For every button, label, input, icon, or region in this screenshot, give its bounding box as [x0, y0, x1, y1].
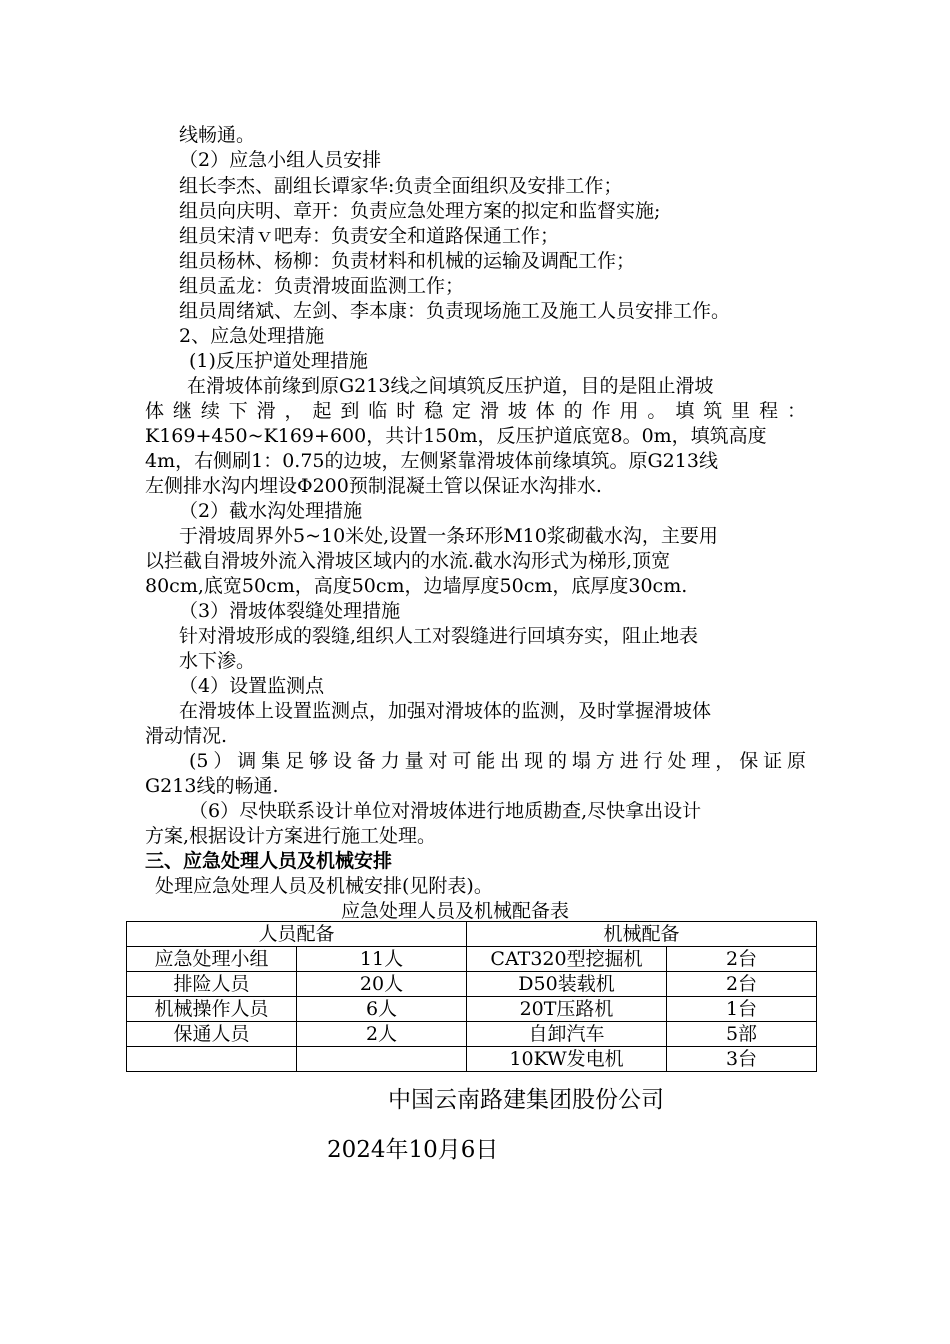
subsection-heading: （6）尽快联系设计单位对滑坡体进行地质勘查,尽快拿出设计	[189, 800, 702, 822]
table-cell: 11人	[297, 947, 467, 972]
table-cell: CAT320型挖掘机	[467, 947, 667, 972]
table-cell: 1台	[667, 997, 817, 1022]
header-people: 人员配备	[127, 922, 467, 947]
table-row	[127, 972, 817, 997]
text-line: 滑动情况.	[145, 725, 228, 747]
subsection-heading: (5）调集足够设备力量对可能出现的塌方进行处理，保证原	[189, 750, 806, 772]
text-line: 方案,根据设计方案进行施工处理。	[145, 825, 437, 847]
table-cell: 应急处理小组	[127, 947, 297, 972]
table-row	[127, 1047, 817, 1072]
table-caption: 应急处理人员及机械配备表	[341, 900, 570, 922]
table-cell: 3台	[667, 1047, 817, 1072]
subsection-heading: （3）滑坡体裂缝处理措施	[179, 600, 401, 622]
text-line: 组长李杰、副组长谭家华:负责全面组织及安排工作；	[179, 175, 623, 197]
text-line: G213线的畅通.	[145, 775, 279, 797]
table-cell: 2台	[667, 947, 817, 972]
table-cell: 自卸汽车	[467, 1022, 667, 1047]
table-row	[127, 947, 817, 972]
header-machines: 机械配备	[467, 922, 817, 947]
table-cell: 2台	[667, 972, 817, 997]
text-line: 水下渗。	[179, 650, 256, 672]
text-line: 组员向庆明、章开：负责应急处理方案的拟定和监督实施;	[179, 200, 661, 222]
table-cell: 机械操作人员	[127, 997, 297, 1022]
table-cell: 保通人员	[127, 1022, 297, 1047]
text-line: 针对滑坡形成的裂缝,组织人工对裂缝进行回填夯实，阻止地表	[179, 625, 699, 647]
table-cell: 20T压路机	[467, 997, 667, 1022]
document-date: 2024年10月6日	[327, 1137, 499, 1163]
text-line: 体继续下滑，起到临时稳定滑坡体的作用。填筑里程：	[145, 400, 806, 422]
table-cell: 6人	[297, 997, 467, 1022]
table-cell: 2人	[297, 1022, 467, 1047]
table-cell: 5部	[667, 1022, 817, 1047]
text-line: 于滑坡周界外5~10米处,设置一条环形M10浆砌截水沟，主要用	[179, 525, 718, 547]
table-cell: 排险人员	[127, 972, 297, 997]
subsection-heading: （2）应急小组人员安排	[179, 149, 382, 171]
subsection-heading: （2）截水沟处理措施	[179, 500, 363, 522]
chapter-heading: 三、应急处理人员及机械安排	[145, 850, 393, 872]
text-line: 组员周绪斌、左剑、李本康：负责现场施工及施工人员安排工作。	[179, 300, 731, 322]
table-row	[127, 997, 817, 1022]
text-line: 在滑坡体前缘到原G213线之间填筑反压护道，目的是阻止滑坡	[187, 375, 714, 397]
text-line: 4m，右侧刷1：0.75的边坡，左侧紧靠滑坡体前缘填筑。原G213线	[145, 450, 718, 472]
company-name: 中国云南路建集团股份公司	[388, 1087, 664, 1113]
table-row	[127, 1022, 817, 1047]
subsection-heading: (1)反压护道处理措施	[189, 350, 368, 372]
table-cell	[297, 1047, 467, 1072]
text-line: 80cm,底宽50cm，高度50cm，边墙厚度50cm，底厚度30cm.	[145, 575, 688, 597]
text-line: 组员宋清ｖ吧寿：负责安全和道路保通工作；	[179, 225, 560, 247]
text-line: 处理应急处理人员及机械安排(见附表)。	[155, 875, 493, 897]
table-header-row	[127, 922, 817, 947]
subsection-heading: （4）设置监测点	[179, 675, 325, 697]
section-heading: 2、应急处理措施	[179, 325, 325, 347]
equipment-table	[126, 921, 817, 1072]
text-line: 组员杨林、杨柳：负责材料和机械的运输及调配工作；	[179, 250, 636, 272]
text-line: 左侧排水沟内埋设Φ200预制混凝土管以保证水沟排水.	[145, 475, 602, 497]
text-line: 以拦截自滑坡外流入滑坡区域内的水流.截水沟形式为梯形,顶宽	[145, 550, 671, 572]
table-cell: D50装载机	[467, 972, 667, 997]
text-line: 在滑坡体上设置监测点，加强对滑坡体的监测，及时掌握滑坡体	[179, 700, 712, 722]
text-line: K169+450~K169+600，共计150m，反压护道底宽8。0m，填筑高度	[145, 425, 767, 447]
table-cell: 10KW发电机	[467, 1047, 667, 1072]
text-line: 组员孟龙：负责滑坡面监测工作；	[179, 275, 465, 297]
table-cell: 20人	[297, 972, 467, 997]
text-line: 线畅通。	[179, 124, 256, 146]
table-cell	[127, 1047, 297, 1072]
